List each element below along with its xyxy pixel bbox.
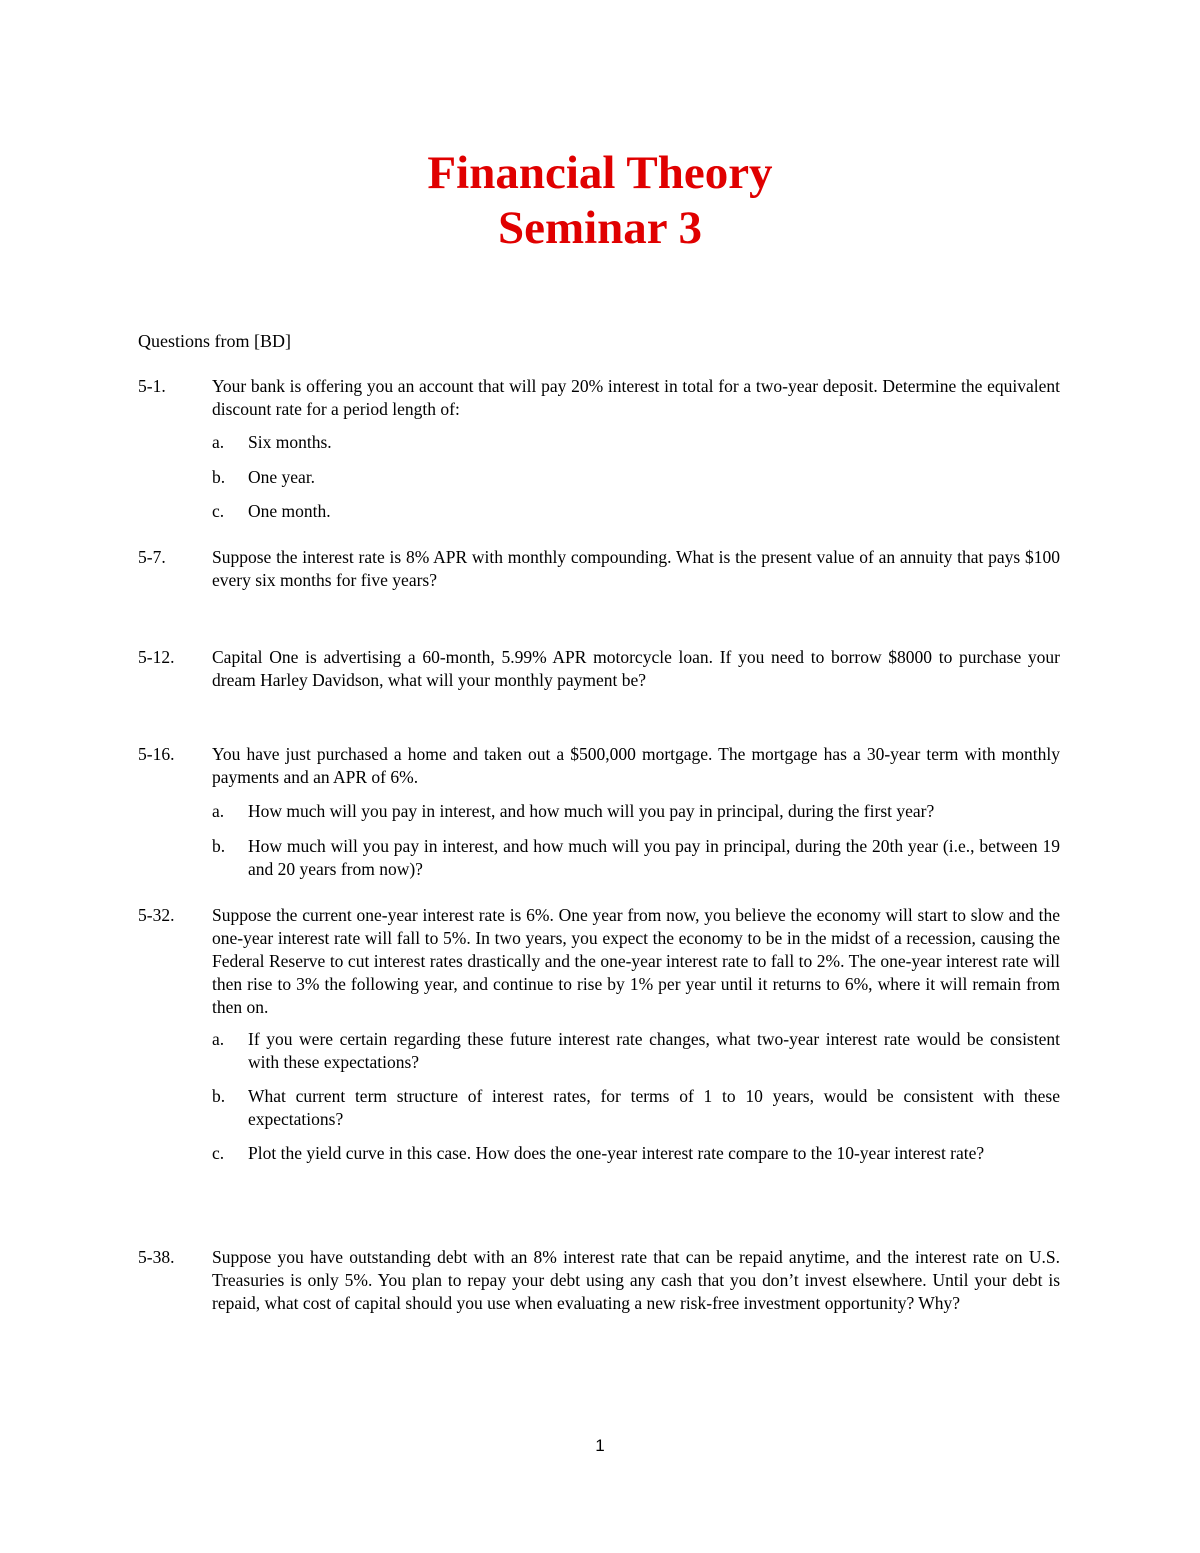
part-letter: a.	[212, 1029, 225, 1049]
part-text: Plot the yield curve in this case. How does the one-year interest rate compare to the 10-year interest rate?	[248, 1143, 985, 1163]
part-letter: a.	[212, 432, 225, 452]
part-text: If you were certain regarding these future interest rate changes, what two-year interest rate would be consistent with these expectations?	[248, 1029, 1060, 1072]
part-letter: c.	[212, 501, 225, 521]
question-number: 5-16.	[138, 744, 175, 764]
part-text: One year.	[248, 467, 316, 487]
part-text: How much will you pay in interest, and how much will you pay in principal, during the first year?	[248, 801, 935, 821]
questions-source: Questions from [BD]	[138, 331, 291, 351]
part-letter: b.	[212, 1086, 226, 1106]
question-text: Suppose you have outstanding debt with an 8% interest rate that can be repaid anytime, and the interest rate on U.S. Treasuries is only 5%. You plan to repay your debt using any cash that you don’t invest elsewhere. Until your debt is repaid, what cost of capital should you use when evaluating a new risk-free investment opportunity? Why?	[212, 1247, 1060, 1313]
part-text: How much will you pay in interest, and how much will you pay in principal, during the 20th year (i.e., between 19 and 20 years from now)?	[248, 836, 1060, 879]
document-subtitle: Seminar 3	[497, 202, 703, 254]
question-number: 5-38.	[138, 1247, 175, 1267]
question-text: Suppose the current one-year interest rate is 6%. One year from now, you believe the economy will start to slow and the one-year interest rate will fall to 5%. In two years, you expect the economy to be in the midst of a recession, causing the Federal Reserve to cut interest rates drastically and the one-year interest rate to fall to 2%. The one-year interest rate will then rise to 3% the following year, and continue to rise by 1% per year until it returns to 6%, where it will remain from then on.	[212, 905, 1060, 1017]
part-text: Six months.	[248, 432, 332, 452]
document-title: Financial Theory	[427, 147, 773, 199]
question-text: Suppose the interest rate is 8% APR with monthly compounding. What is the present value of an annuity that pays $100 every six months for five years?	[212, 547, 1060, 590]
page-number: 1	[595, 1436, 605, 1455]
question-number: 5-12.	[138, 647, 175, 667]
question-number: 5-32.	[138, 905, 175, 925]
question-number: 5-1.	[138, 376, 166, 396]
part-text: One month.	[248, 501, 331, 521]
part-letter: b.	[212, 836, 226, 856]
question-text: Capital One is advertising a 60-month, 5.99% APR motorcycle loan. If you need to borrow $8000 to purchase your dream Harley Davidson, what will your monthly payment be?	[212, 647, 1060, 690]
part-letter: a.	[212, 801, 225, 821]
question-text: You have just purchased a home and taken out a $500,000 mortgage. The mortgage has a 30-year term with monthly payments and an APR of 6%.	[212, 744, 1060, 787]
part-letter: c.	[212, 1143, 225, 1163]
question-number: 5-7.	[138, 547, 166, 567]
part-text: What current term structure of interest rates, for terms of 1 to 10 years, would be consistent with these expectations?	[248, 1086, 1060, 1129]
question-text: Your bank is offering you an account that will pay 20% interest in total for a two-year deposit. Determine the equivalent discount rate for a period length of:	[212, 376, 1060, 419]
part-letter: b.	[212, 467, 226, 487]
